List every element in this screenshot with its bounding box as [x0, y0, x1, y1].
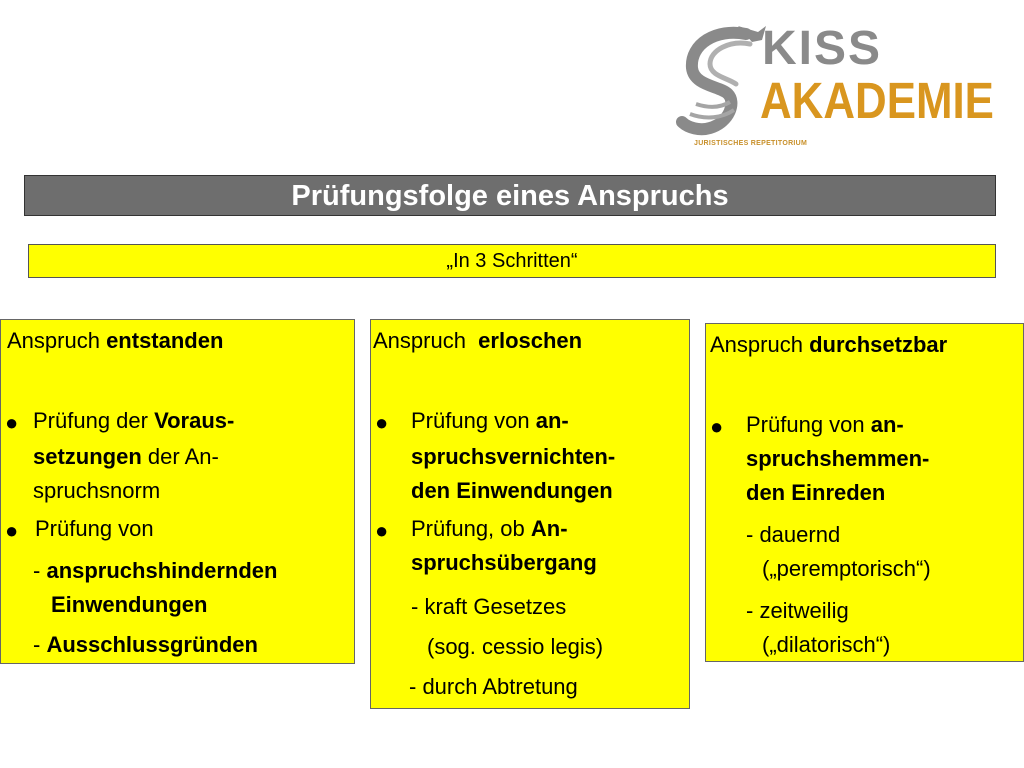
bullet-icon: ● — [710, 414, 724, 439]
text-bold: an- — [535, 408, 569, 433]
dash: - — [33, 558, 47, 583]
column-anspruch-durchsetzbar — [705, 323, 1024, 662]
sub-item-line — [51, 592, 207, 617]
bullet-icon: ● — [5, 410, 19, 435]
kiss-akademie-logo — [676, 22, 992, 152]
text-bold: an- — [870, 412, 904, 437]
column-anspruch-entstanden — [0, 319, 355, 664]
sub-item-line: - kraft Gesetzes — [411, 594, 567, 619]
bullet-text-line: Prüfung von — [35, 516, 154, 541]
text: der An- — [141, 444, 219, 469]
bullet-icon: ● — [5, 518, 19, 543]
text-bold: spruchshemmen- — [746, 446, 930, 471]
text-bold: Einwendungen — [51, 592, 208, 617]
text-bold: An- — [530, 516, 568, 541]
heading-bold: erloschen — [478, 328, 583, 353]
bullet-icon: ● — [375, 410, 389, 435]
sub-item-line — [33, 632, 258, 657]
sub-item-line — [33, 558, 278, 583]
bullet-text-line — [746, 480, 885, 505]
text-bold: Voraus- — [154, 408, 235, 433]
text-bold: spruchsübergang — [411, 550, 597, 575]
bullet-text-line — [411, 516, 568, 541]
text-bold: Ausschlussgründen — [46, 632, 258, 657]
column-heading — [7, 328, 223, 353]
bullet-text-line — [411, 550, 597, 575]
sub-item-line: (sog. cessio legis) — [427, 634, 604, 659]
text: Prüfung von — [411, 408, 536, 433]
slide-title: Prüfungsfolge eines Anspruchs — [24, 175, 996, 216]
column-heading — [373, 328, 582, 353]
heading-bold: durchsetzbar — [809, 332, 948, 357]
text-bold: den Einreden — [746, 480, 886, 505]
logo-tagline: JURISTISCHES REPETITORIUM — [694, 140, 808, 147]
bullet-text-line — [746, 446, 929, 471]
sub-item-line: („dilatorisch“) — [762, 632, 891, 657]
sub-item-line: - zeitweilig — [746, 598, 849, 623]
text-bold: spruchsvernichten- — [411, 444, 616, 469]
bullet-text-line — [33, 408, 234, 433]
text: Prüfung von — [746, 412, 871, 437]
text-bold: den Einwendungen — [411, 478, 613, 503]
bullet-icon: ● — [375, 518, 389, 543]
column-anspruch-erloschen — [370, 319, 690, 709]
logo-word-akademie: AKADEMIE — [760, 72, 994, 129]
bullet-text-line — [411, 408, 569, 433]
dash: - — [33, 632, 47, 657]
text-bold: setzungen — [33, 444, 142, 469]
heading-normal: Anspruch — [373, 328, 479, 353]
bullet-text-line — [33, 444, 219, 469]
bullet-text-line — [746, 412, 904, 437]
dragon-s-logo-icon — [676, 24, 772, 142]
sub-item-line: - dauernd — [746, 522, 841, 547]
sub-item-line: („peremptorisch“) — [762, 556, 931, 581]
slide-subtitle: „In 3 Schritten“ — [28, 244, 996, 278]
text-bold: anspruchshindernden — [46, 558, 278, 583]
sub-item-line: - durch Abtretung — [409, 674, 578, 699]
logo-word-kiss: KISS — [762, 22, 883, 75]
heading-bold: entstanden — [106, 328, 224, 353]
column-heading — [710, 332, 947, 357]
bullet-text-line — [411, 444, 615, 469]
heading-normal: Anspruch — [7, 328, 107, 353]
bullet-text-line: spruchsnorm — [33, 478, 161, 503]
bullet-text-line — [411, 478, 613, 503]
heading-normal: Anspruch — [710, 332, 810, 357]
text: Prüfung, ob — [411, 516, 531, 541]
text: Prüfung der — [33, 408, 155, 433]
